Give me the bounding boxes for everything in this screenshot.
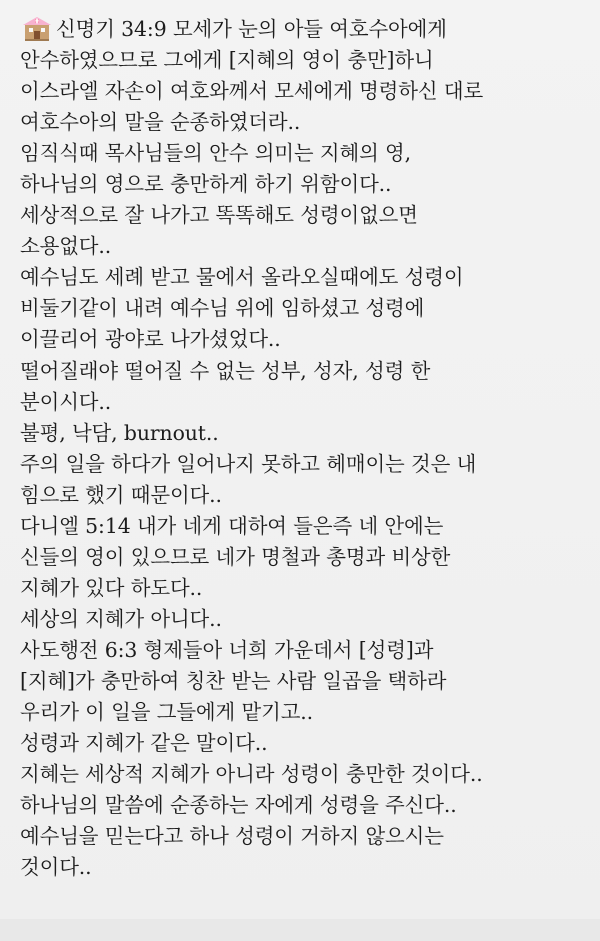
hospital-church-emoji-icon [20,15,54,43]
note-line: 세상의 지혜가 아니다.. [20,606,222,631]
note-line: 세상적으로 잘 나가고 똑똑해도 성령이없으면 [20,203,418,228]
note-line: 하나님의 영으로 충만하게 하기 위함이다.. [20,172,392,197]
note-line: 여호수아의 말을 순종하였더라.. [20,110,301,135]
note-line: 우리가 이 일을 그들에게 맡기고.. [20,700,314,725]
note-text-body [20,14,582,883]
note-line: 지혜는 세상적 지혜가 아니라 성령이 충만한 것이다.. [20,762,483,787]
note-line: 떨어질래야 떨어질 수 없는 성부, 성자, 성령 한 [20,358,431,383]
note-line: 사도행전 6:3 형제들아 너희 가운데서 [성령]과 [20,637,434,662]
note-line: 예수님도 세례 받고 물에서 올라오실때에도 성령이 [20,265,464,290]
note-line: 소용없다.. [20,234,112,259]
note-line: 불평, 낙담, burnout.. [20,420,219,445]
note-line: [지혜]가 충만하여 칭찬 받는 사람 일곱을 택하라 [20,668,447,693]
note-line: 예수님을 믿는다고 하나 성령이 거하지 않으시는 [20,824,444,849]
note-line: 분이시다.. [20,389,112,414]
note-line: 하나님의 말씀에 순종하는 자에게 성령을 주신다.. [20,793,457,818]
note-line: 다니엘 5:14 내가 네게 대하여 들은즉 네 안에는 [20,513,444,538]
note-line: 비둘기같이 내려 예수님 위에 임하셨고 성령에 [20,296,425,321]
note-line: 신명기 34:9 모세가 눈의 아들 여호수아에게 [20,14,582,45]
note-line: 지혜가 있다 하도다.. [20,575,203,600]
note-line: 이끌리어 광야로 나가셨었다.. [20,327,281,352]
note-line: 것이다.. [20,855,92,880]
note-line: 주의 일을 하다가 일어나지 못하고 헤매이는 것은 내 [20,451,477,476]
note-line: 임직식때 목사님들의 안수 의미는 지혜의 영, [20,141,412,166]
note-line: 성령과 지혜가 같은 말이다.. [20,731,268,756]
note-line: 이스라엘 자손이 여호와께서 모세에게 명령하신 대로 [20,79,484,104]
note-line: 신들의 영이 있으므로 네가 명철과 총명과 비상한 [20,544,451,569]
note-line: 안수하였으므로 그에게 [지혜의 영이 충만]하니 [20,48,434,73]
bottom-edge [0,919,600,941]
note-line: 힘으로 했기 때문이다.. [20,482,222,507]
